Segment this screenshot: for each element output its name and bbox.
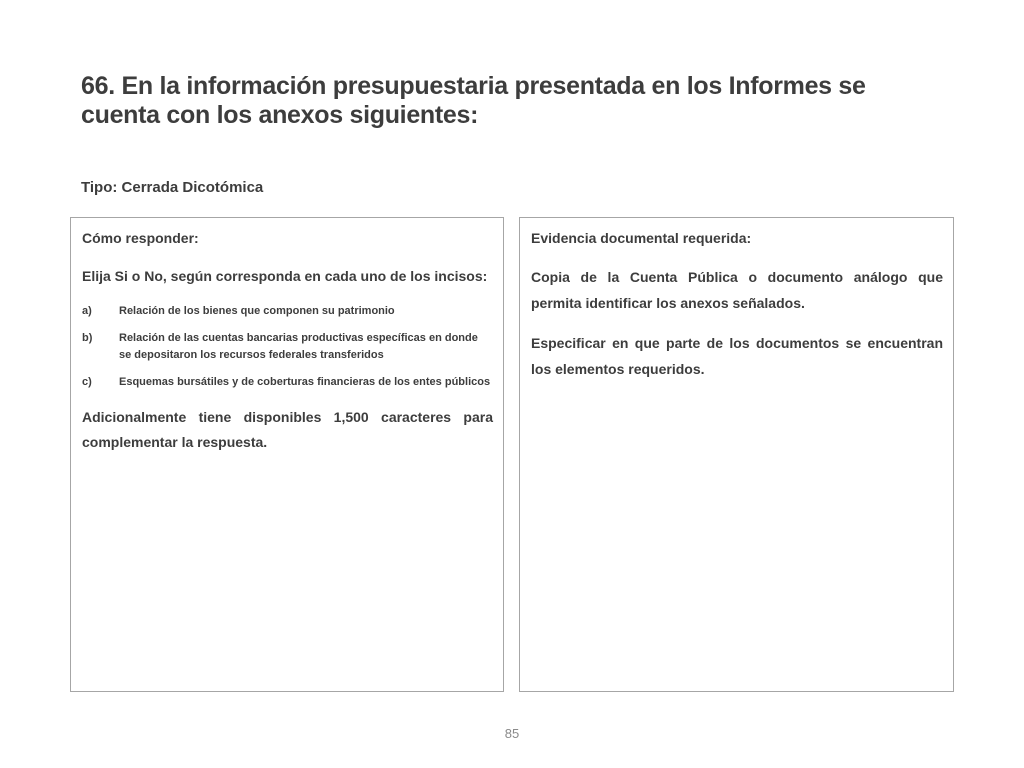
question-type: Tipo: Cerrada Dicotómica bbox=[81, 179, 264, 196]
option-text: Esquemas bursátiles y de coberturas financieras de los entes públicos bbox=[119, 376, 491, 388]
evidence-paragraph-2: Especificar en que parte de los documentos se encuentran los elementos requeridos. bbox=[531, 335, 943, 377]
page-number: 85 bbox=[504, 726, 520, 741]
option-item-b bbox=[82, 330, 493, 364]
option-text: Relación de las cuentas bancarias productivas específicas en donde se depositaron los recursos federales transferidos bbox=[119, 332, 478, 361]
required-evidence-heading: Evidencia documental requerida: bbox=[531, 230, 752, 246]
answer-instruction: Elija Si o No, según corresponda en cada uno de los incisos: bbox=[82, 268, 488, 284]
option-letter: c) bbox=[82, 376, 92, 388]
option-item-c bbox=[82, 374, 493, 391]
how-to-answer-panel bbox=[70, 217, 504, 692]
how-to-answer-heading: Cómo responder: bbox=[82, 230, 199, 246]
option-letter: b) bbox=[82, 332, 93, 344]
option-letter: a) bbox=[82, 305, 92, 317]
additional-note: Adicionalmente tiene disponibles 1,500 caracteres para complementar la respuesta. bbox=[82, 409, 493, 450]
option-list bbox=[82, 303, 493, 391]
option-text: Relación de los bienes que componen su patrimonio bbox=[119, 305, 395, 317]
option-item-a bbox=[82, 303, 493, 320]
slide-title: 66. En la información presupuestaria presentada en los Informes se cuenta con los anexos siguientes: bbox=[81, 72, 866, 129]
evidence-paragraph-1: Copia de la Cuenta Pública o documento análogo que permita identificar los anexos señalados. bbox=[531, 269, 943, 311]
required-evidence-panel bbox=[519, 217, 954, 692]
